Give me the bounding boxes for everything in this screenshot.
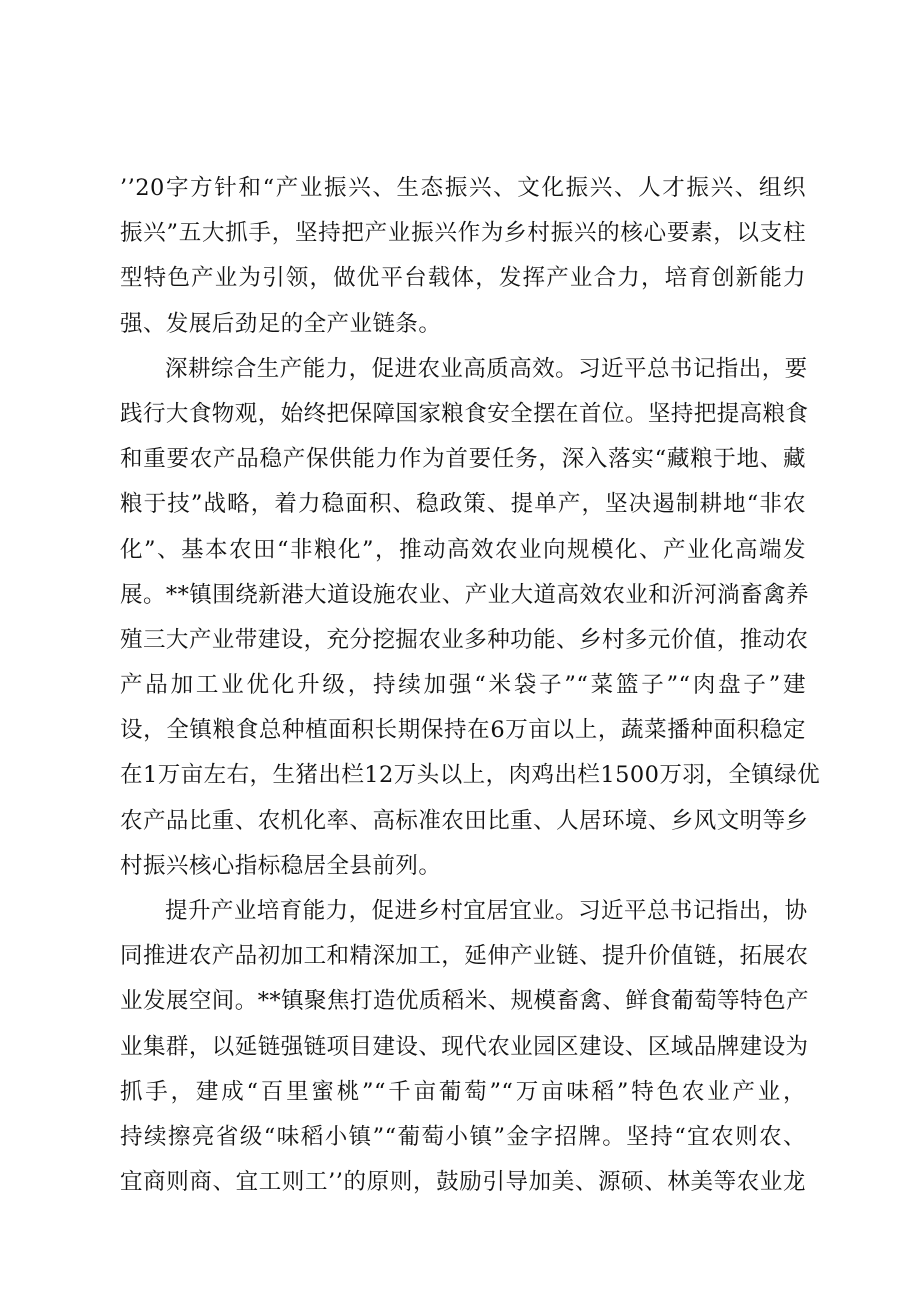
paragraph-2-line-5: 化”、基本农田“非粮化”，推动高效农业向规模化、产业化高端发 [120,536,806,563]
document-body [120,166,821,1205]
paragraph-2-line-4: 粮于技”战略，着力稳面积、稳政策、提单产，坚决遏制耕地“非农 [120,491,806,518]
paragraph-2-line-8: 产品加工业优化升级，持续加强“米袋子”“菜篮子”“肉盘子”建 [120,672,806,699]
paragraph-3-line-4: 业集群，以延链强链项目建设、现代农业园区建设、区域品牌建设为 [120,1033,809,1060]
paragraph-2-line-12: 村振兴核心指标稳居全县前列。 [120,852,442,879]
paragraph-2-line-10: 在1万亩左右，生猪出栏12万头以上，肉鸡出栏1500万羽，全镇绿优 [120,762,821,789]
paragraph-2-line-2: 践行大食物观，始终把保障国家粮食安全摆在首位。坚持把提高粮食 [120,400,809,427]
paragraph-1-line-4: 强、发展后劲足的全产业链条。 [120,310,442,337]
paragraph-3-line-1: 提升产业培育能力，促进乡村宜居宜业。习近平总书记指出，协 [165,898,808,924]
paragraph-2-line-3: 和重要农产品稳产保供能力作为首要任务，深入落实“藏粮于地、藏 [120,446,806,473]
paragraph-3-line-5: 抓手，建成“百里蜜桃”“千亩葡萄”“万亩味稻”特色农业产业， [120,1078,806,1105]
paragraph-1-line-1: ’’20字方针和“产业振兴、生态振兴、文化振兴、人才振兴、组织 [120,175,806,201]
paragraph-2-line-1: 深耕综合生产能力，促进农业高质高效。习近平总书记指出，要 [165,355,808,382]
paragraph-3-line-3: 业发展空间。**镇聚焦打造优质稻米、规模畜禽、鲜食葡萄等特色产 [120,988,809,1015]
paragraph-1-line-2: 振兴”五大抓手，坚持把产业振兴作为乡村振兴的核心要素，以支柱 [120,220,806,247]
paragraph-3-line-7: 宜商则商、宜工则工’’的原则，鼓励引导加美、源硕、林美等农业龙 [120,1169,806,1196]
paragraph-3-line-2: 同推进农产品初加工和精深加工，延伸产业链、提升价值链，拓展农 [120,943,809,970]
paragraph-2-line-9: 设，全镇粮食总种植面积长期保持在6万亩以上，蔬菜播种面积稳定 [120,717,806,744]
paragraph-2-line-11: 农产品比重、农机化率、高标准农田比重、人居环境、乡风文明等乡 [120,807,809,834]
paragraph-2-line-6: 展。**镇围绕新港大道设施农业、产业大道高效农业和沂河淌畜禽养 [120,581,809,608]
paragraph-1-line-3: 型特色产业为引领，做优平台载体，发挥产业合力，培育创新能力 [120,265,806,292]
paragraph-3-line-6: 持续擦亮省级“味稻小镇”“葡萄小镇”金字招牌。坚持“宜农则农、 [120,1123,806,1150]
paragraph-2-line-7: 殖三大产业带建设，充分挖掘农业多种功能、乡村多元价值，推动农 [120,626,809,653]
